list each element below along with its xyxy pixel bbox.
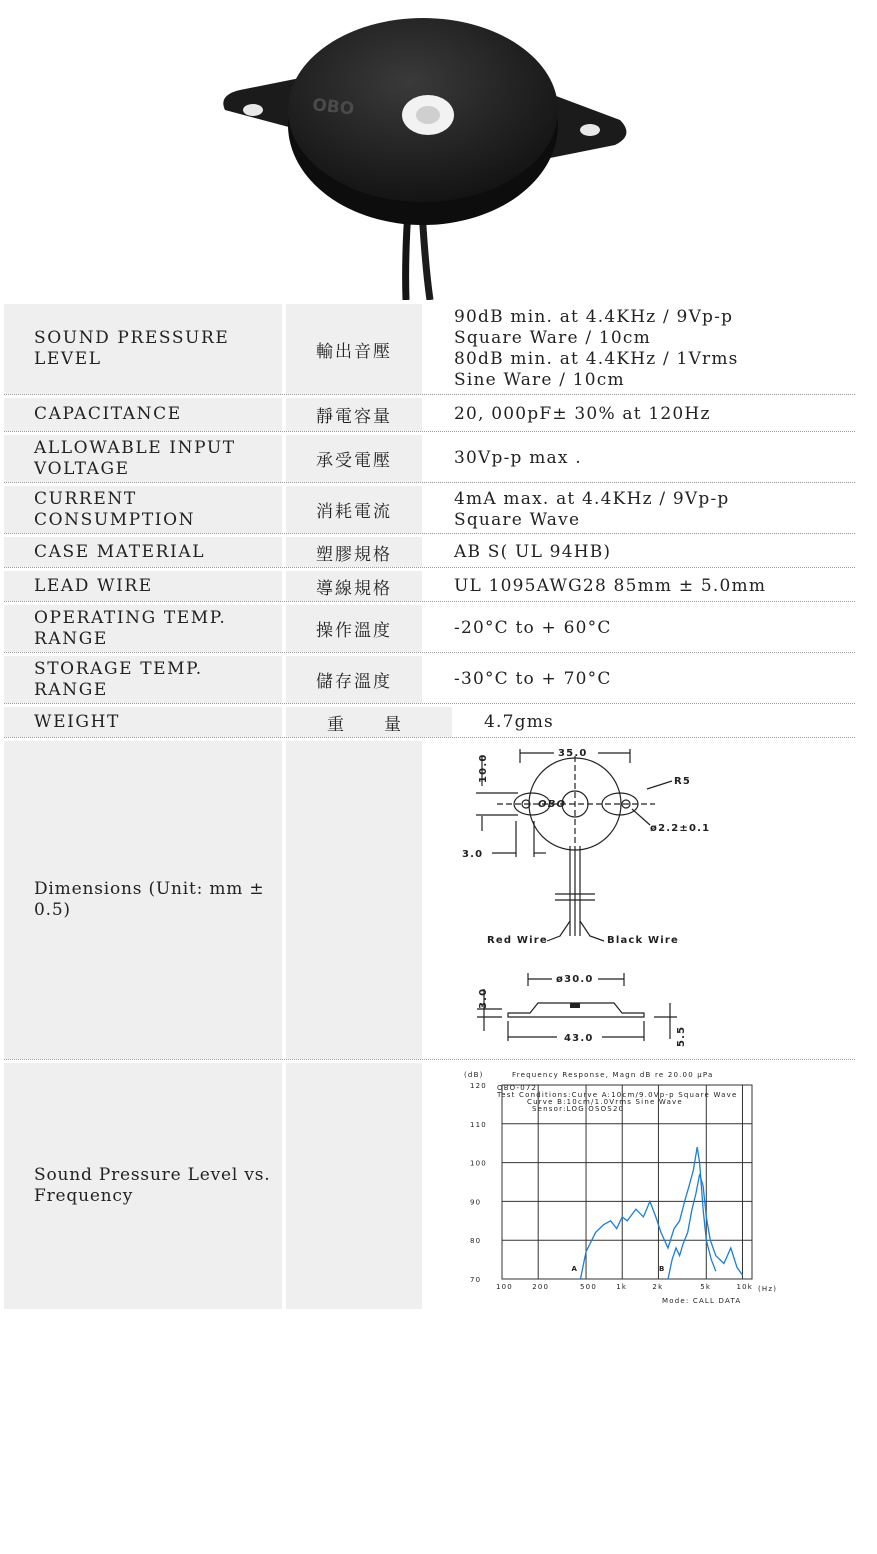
chart-title: Frequency Response, Magn dB re 20.00 μPa <box>512 1071 714 1079</box>
dimensions-zh-cell <box>286 741 422 1059</box>
spec-value: 90dB min. at 4.4KHz / 9Vp-p Square Ware / 10cm 80dB min. at 4.4KHz / 1Vrms Sine Ware / 10cm <box>454 307 739 390</box>
spec-label-zh: 導線規格 <box>286 571 422 601</box>
spec-label-en: STORAGE TEMP. RANGE <box>4 656 282 703</box>
spec-value: UL 1095AWG28 85mm ± 5.0mm <box>454 575 767 596</box>
spec-row-current <box>4 486 855 534</box>
spec-label-en: WEIGHT <box>4 707 282 737</box>
y-tick-label: 90 <box>470 1198 482 1207</box>
dim-r5: R5 <box>674 776 692 787</box>
x-tick-label: 2k <box>652 1283 664 1291</box>
frequency-zh-cell <box>286 1063 422 1309</box>
spec-row-dimensions <box>4 741 855 1060</box>
dim-logo: OBO <box>538 799 567 810</box>
x-tick-label: 10k <box>736 1283 754 1291</box>
spec-label-zh: 重量 <box>286 707 452 737</box>
x-tick-label: 200 <box>532 1283 550 1291</box>
chart-condition-3: Sensor:LOG OSOS20 <box>532 1105 625 1113</box>
chart-unit: (dB) <box>464 1071 484 1079</box>
y-tick-label: 110 <box>470 1120 487 1129</box>
frequency-label: Sound Pressure Level vs. Frequency <box>4 1063 282 1309</box>
spec-label-zh: 輸出音壓 <box>286 304 422 394</box>
chart-condition-2: Curve B:10cm/1.0Vrms Sine Wave <box>527 1098 683 1106</box>
spec-row-storage-temp <box>4 656 855 704</box>
curve-label-a: A <box>571 1265 579 1274</box>
red-wire-label: Red Wire <box>487 935 548 946</box>
flange-hole-left <box>243 104 263 116</box>
spec-label-en: CURRENT CONSUMPTION <box>4 486 282 533</box>
spec-label-en: LEAD WIRE <box>4 571 282 601</box>
spec-label-zh: 消耗電流 <box>286 486 422 533</box>
chart-condition-1: Test Conditions:Curve A:10cm/9.0Vp-p Square Wave <box>497 1091 738 1099</box>
series-line-a <box>581 1147 716 1279</box>
dim-43: 43.0 <box>564 1033 594 1044</box>
x-unit: (Hz) <box>758 1285 778 1293</box>
curve-label-b: B <box>658 1265 666 1274</box>
dimensions-label: Dimensions (Unit: mm ± 0.5) <box>4 741 282 1059</box>
spec-label-en: CAPACITANCE <box>4 398 282 431</box>
dim-3b: 3.0 <box>478 987 489 1009</box>
spec-value: 4.7gms <box>484 711 554 732</box>
product-photo <box>210 10 650 300</box>
spec-row-operating-temp <box>4 605 855 653</box>
spec-row-case-material <box>4 537 855 568</box>
x-tick-label: 5k <box>700 1283 712 1291</box>
y-tick-label: 70 <box>470 1276 482 1284</box>
plot-frame <box>502 1085 752 1279</box>
logo-text: OBO <box>311 95 356 120</box>
spec-value: 30Vp-p max . <box>454 448 582 468</box>
dim-3a: 3.0 <box>462 849 484 860</box>
spec-label-en: CASE MATERIAL <box>4 537 282 567</box>
dim-30: ø30.0 <box>556 974 594 985</box>
spec-value: -30°C to + 70°C <box>454 669 612 689</box>
dim-55: 5.5 <box>676 1025 687 1047</box>
spec-row-frequency <box>4 1063 855 1309</box>
black-wire-label: Black Wire <box>607 935 680 946</box>
frequency-response-chart <box>462 1069 782 1309</box>
x-tick-label: 500 <box>580 1283 598 1291</box>
y-tick-label: 120 <box>470 1082 487 1090</box>
spec-value: 4mA max. at 4.4KHz / 9Vp-p Square Wave <box>454 488 730 530</box>
y-tick-label: 80 <box>470 1237 482 1246</box>
spec-value: -20°C to + 60°C <box>454 618 612 638</box>
x-tick-label: 100 <box>496 1283 513 1291</box>
spec-row-weight <box>4 707 855 738</box>
y-tick-label: 100 <box>470 1159 487 1168</box>
dim-10: 10.0 <box>478 753 489 783</box>
spec-row-lead-wire <box>4 571 855 602</box>
spec-label-zh: 操作溫度 <box>286 605 422 652</box>
x-tick-label: 1k <box>616 1283 628 1291</box>
spec-label-zh: 靜電容量 <box>286 398 422 431</box>
spec-table <box>4 304 855 1312</box>
spec-label-zh: 塑膠規格 <box>286 537 422 567</box>
spec-label-zh: 儲存溫度 <box>286 656 422 703</box>
spec-row-input-voltage <box>4 435 855 483</box>
flange-hole-right <box>580 124 600 136</box>
frequency-chart-cell <box>422 1063 855 1309</box>
spec-label-en: SOUND PRESSURE LEVEL <box>4 304 282 394</box>
spec-row-sound-pressure <box>4 304 855 395</box>
spec-label-zh: 承受電壓 <box>286 435 422 482</box>
spec-value: AB S( UL 94HB) <box>454 541 612 562</box>
chart-mode: Mode: CALL DATA <box>662 1297 742 1305</box>
dim-35: 35.0 <box>558 748 588 759</box>
spec-label-en: OPERATING TEMP. RANGE <box>4 605 282 652</box>
dimensions-drawing-cell <box>422 741 855 1059</box>
chart-model: OBO-072 <box>497 1084 538 1092</box>
dim-hole: ø2.2±0.1 <box>650 823 711 834</box>
spec-row-capacitance <box>4 398 855 432</box>
dimension-drawing <box>442 741 742 1051</box>
spec-label-en: ALLOWABLE INPUT VOLTAGE <box>4 435 282 482</box>
spec-value: 20, 000pF± 30% at 120Hz <box>454 404 711 424</box>
